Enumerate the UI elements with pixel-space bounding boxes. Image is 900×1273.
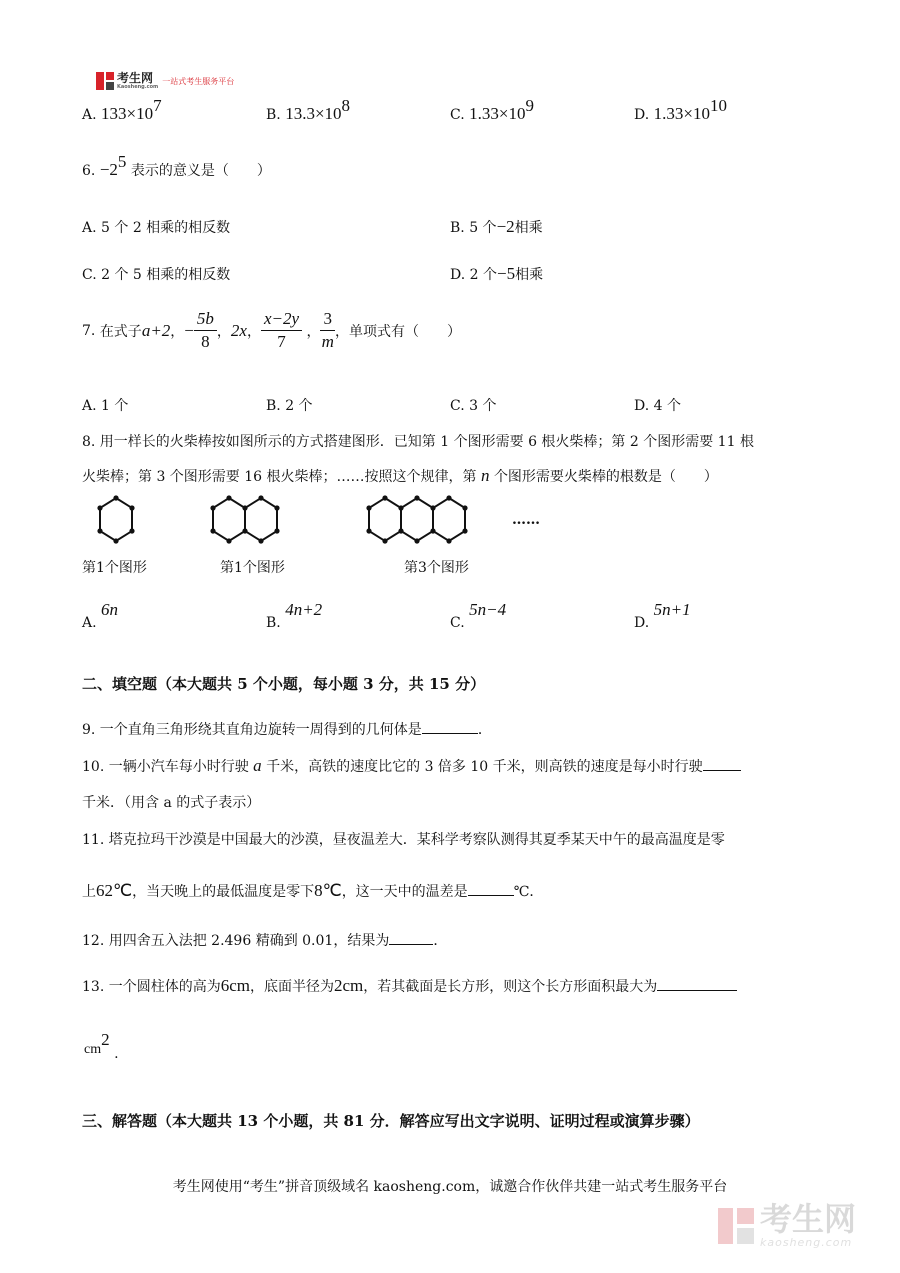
figure2-hexagons	[213, 498, 277, 541]
q8-stem-line2: 火柴棒；第 3 个图形需要 16 根火柴棒；……按照这个规律，第 n 个图形需要火柴棒的根数是（ ）	[82, 466, 718, 485]
q10-answer-blank[interactable]	[703, 756, 741, 771]
q8-option-a: A. 6n	[82, 600, 119, 631]
logo-slogan: 一站式考生服务平台	[162, 76, 235, 86]
q8-fig-label-3: 第3个图形	[404, 560, 469, 576]
q7-option-b: B. 2 个	[266, 398, 313, 414]
q8-option-b: B. 4n+2	[266, 600, 323, 631]
q6-option-d: D. 2 个−5相乘	[450, 264, 544, 283]
logo-name: 考生网 Kaosheng.com	[117, 70, 159, 90]
section2-heading: 二、填空题（本大题共 5 个小题，每小题 3 分，共 15 分）	[82, 675, 486, 693]
q10-line2: 千米．（用含 a 的式子表示）	[82, 795, 261, 811]
section3-heading: 三、解答题（本大题共 13 个小题，共 81 分．解答应写出文字说明、证明过程或演算步骤）	[82, 1112, 700, 1130]
watermark-name: 考生网	[760, 1200, 857, 1238]
q7-option-c: C. 3 个	[450, 398, 497, 414]
q7-fraction-x-2y-7: $\frac{x-2y}{7}$	[261, 308, 302, 353]
watermark-mark-icon	[718, 1208, 754, 1244]
q10-line1: 10. 一辆小汽车每小时行驶 a 千米，高铁的速度比它的 3 倍多 10 千米，则高铁的速度是每小时行驶	[82, 756, 741, 776]
q11-line1: 11. 塔克拉玛干沙漠是中国最大的沙漠，昼夜温差大．某科学考察队测得其夏季某天中午的最高温度是零	[82, 832, 725, 848]
figure3-hexagons	[369, 498, 465, 541]
q11-answer-blank[interactable]	[468, 881, 514, 896]
q7-option-a: A. 1 个	[82, 398, 129, 414]
matchstick-figures	[82, 490, 562, 556]
q12: 12. 用四舍五入法把 2.496 精确到 0.01，结果为 ．	[82, 930, 447, 950]
q8-ellipsis: ……	[512, 512, 540, 528]
q6-option-b: B. 5 个−2相乘	[450, 217, 543, 236]
q8-option-d: D. 5n+1	[634, 600, 691, 631]
q5-option-d: D. $1.33\times 10^{10}$	[634, 96, 727, 123]
q5-option-b: B. $13.3\times 10^8$	[266, 96, 351, 123]
q9-answer-blank[interactable]	[422, 719, 478, 734]
watermark	[718, 1202, 856, 1249]
q12-answer-blank[interactable]	[389, 930, 433, 945]
logo-sub: Kaosheng.com	[117, 83, 159, 90]
figure1-hexagon	[100, 498, 132, 541]
q6-option-a: A. 5 个 2 相乘的相反数	[82, 220, 231, 236]
q11-line2: 上62℃，当天晚上的最低温度是零下8℃，这一天中的温差是 ℃．	[82, 881, 544, 900]
q7-fraction-3-m: $\frac{3}{m}$	[321, 309, 334, 351]
footer-text: 考生网使用“考生”拼音顶级域名 kaosheng.com，诚邀合作伙伴共建一站式考生服务平台	[172, 1179, 728, 1195]
q13-unit: $cm^2$ .	[84, 1030, 119, 1062]
watermark-sub: kaosheng.com	[760, 1236, 853, 1249]
q13-answer-blank[interactable]	[657, 976, 737, 991]
q8-stem-line1: 8. 用一样长的火柴棒按如图所示的方式搭建图形．已知第 1 个图形需要 6 根火柴棒；第 2 个图形需要 11 根	[82, 434, 754, 450]
header-logo	[96, 72, 234, 90]
q9: 9. 一个直角三角形绕其直角边旋转一周得到的几何体是 ．	[82, 719, 492, 739]
q5-option-c: C. $1.33\times 10^9$	[450, 96, 534, 123]
q8-fig-label-1: 第1个图形	[82, 560, 147, 576]
q5-option-a: A. $133\times 10^7$	[82, 96, 162, 123]
q13-line1: 13. 一个圆柱体的高为6cm，底面半径为2cm，若其截面是长方形，则这个长方形面积最大为	[82, 976, 737, 996]
q7-stem: 7. 在式子 a+2 ， − $\frac{5b}{8}$ ， 2x ， $\frac{x-2y}{7}$ ， $\frac{3}{m}$ ，单项式有（ ）	[82, 309, 461, 351]
q6-stem: 6. $-2^5$ 表示的意义是（ ）	[82, 152, 271, 179]
q8-option-c: C. 5n−4	[450, 600, 507, 631]
q7-fraction-5b-8: $\frac{5b}{8}$	[194, 308, 217, 353]
q7-option-d: D. 4 个	[634, 398, 681, 414]
q6-option-c: C. 2 个 5 相乘的相反数	[82, 267, 231, 283]
logo-mark-icon	[96, 72, 114, 90]
q8-fig-label-2: 第1个图形	[220, 560, 285, 576]
